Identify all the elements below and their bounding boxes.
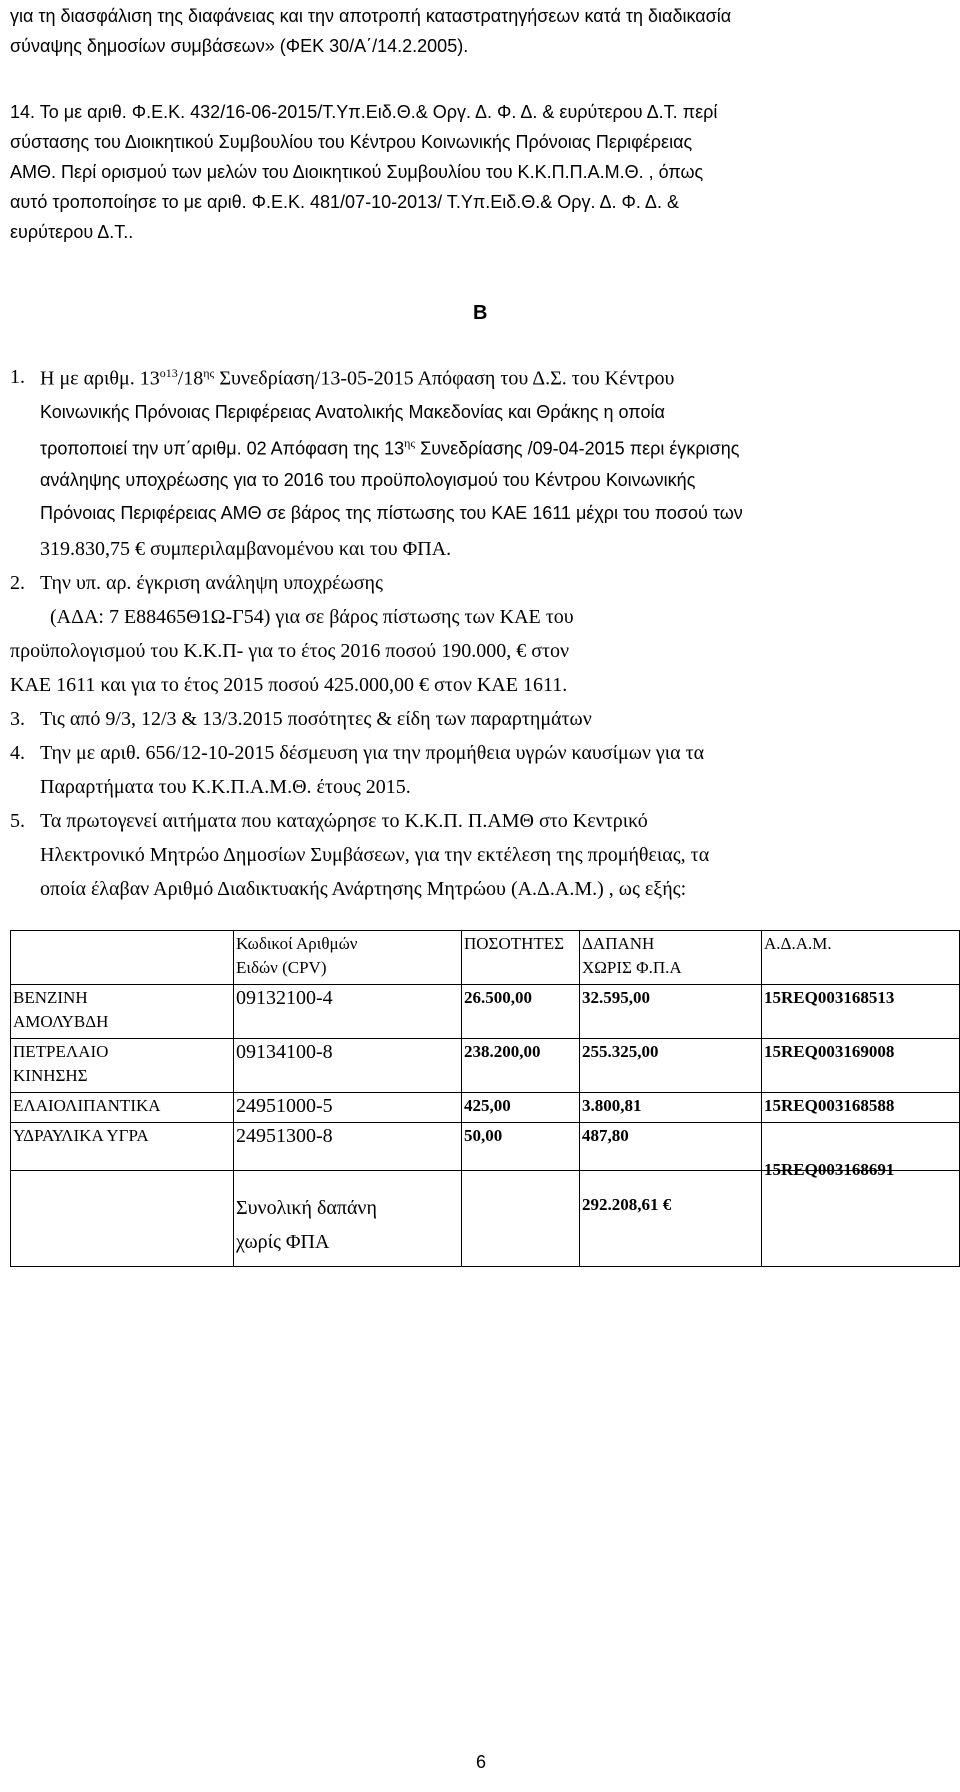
table-row bbox=[11, 1039, 960, 1093]
table-total-row bbox=[11, 1171, 960, 1267]
list-number: 2. bbox=[10, 572, 25, 594]
table-cell-cpv: 24951000-5 bbox=[234, 1093, 462, 1123]
table-total-label: Συνολική δαπάνη χωρίς ΦΠΑ bbox=[234, 1171, 462, 1267]
list-number: 4. bbox=[10, 742, 25, 764]
list-number: 3. bbox=[10, 708, 25, 730]
list-item-line: Παραρτήματα του Κ.Κ.Π.Α.Μ.Θ. έτους 2015. bbox=[40, 776, 411, 798]
table-cell-cost: 32.595,00 bbox=[580, 985, 762, 1039]
item14-line: ΑΜΘ. Περί ορισμού των μελών του Διοικητικού Συμβουλίου του Κ.Κ.Π.Π.Α.Μ.Θ. , όπως bbox=[10, 162, 704, 182]
table-cell-item: ΥΔΡΑΥΛΙΚΑ ΥΓΡΑ bbox=[11, 1123, 234, 1171]
intro-line: σύναψης δημοσίων συμβάσεων» (ΦΕΚ 30/Α΄/14.2.2005). bbox=[10, 36, 469, 56]
page-number: 6 bbox=[476, 1752, 487, 1772]
list-item-line: (ΑΔΑ: 7 Ε88465Θ1Ω-Γ54) για σε βάρος πίστωσης των ΚΑΕ του bbox=[50, 606, 574, 628]
list-item-line: ανάληψης υποχρέωσης για το 2016 του προϋπολογισμού του Κέντρου Κοινωνικής bbox=[40, 470, 696, 490]
table-total-adam: 15REQ003168691 bbox=[762, 1171, 960, 1267]
table-cell-item: ΕΛΑΙΟΛΙΠΑΝΤΙΚΑ bbox=[11, 1093, 234, 1123]
list-item-line: Η με αριθμ. $13^{o13}/18^{\eta\varsigma}$ Συνεδρίαση/13-05-2015 Απόφαση του Δ.Σ. του Κέντρου bbox=[40, 366, 675, 390]
table-cell-item: ΒΕΝΖΙΝΗ ΑΜΟΛΥΒΔΗ bbox=[11, 985, 234, 1039]
item14-line: 14. Το με αριθ. Φ.Ε.Κ. 432/16-06-2015/Τ.Υπ.Ειδ.Θ.& Οργ. Δ. Φ. Δ. & ευρύτερου Δ.Τ. περί bbox=[10, 102, 718, 122]
list-item-line: Τις από 9/3, 12/3 & 13/3.2015 ποσότητες & είδη των παραρτημάτων bbox=[40, 708, 592, 730]
table-cell-cpv: 09132100-4 bbox=[234, 985, 462, 1039]
table-header-row bbox=[11, 931, 960, 985]
item14-line: σύστασης του Διοικητικού Συμβουλίου του Κέντρου Κοινωνικής Πρόνοιας Περιφέρειας bbox=[10, 132, 693, 152]
table-header-cost: ΔΑΠΑΝΗ ΧΩΡΙΣ Φ.Π.Α bbox=[580, 931, 762, 985]
list-item-line: Την υπ. αρ. έγκριση ανάληψη υποχρέωσης bbox=[40, 572, 383, 594]
table-cell-cost: 3.800,81 bbox=[580, 1093, 762, 1123]
table-header-cpv: Κωδικοί Αριθμών Ειδών (CPV) bbox=[234, 931, 462, 985]
table-cell-qty: 425,00 bbox=[462, 1093, 580, 1123]
list-item-line: ΚΑΕ 1611 και για το έτος 2015 ποσού 425.000,00 € στον ΚΑΕ 1611. bbox=[10, 674, 568, 696]
table-cell-adam: 15REQ003168588 bbox=[762, 1093, 960, 1123]
table-cell bbox=[11, 931, 234, 985]
list-item-line: Την με αριθ. 656/12-10-2015 δέσμευση για την προμήθεια υγρών καυσίμων για τα bbox=[40, 742, 705, 764]
table-header-adam: Α.Δ.Α.Μ. bbox=[762, 931, 960, 985]
table-cell-cpv: 24951300-8 bbox=[234, 1123, 462, 1171]
table-cell-adam: 15REQ003169008 bbox=[762, 1039, 960, 1093]
list-item-line: 319.830,75 € συμπεριλαμβανομένου και του ΦΠΑ. bbox=[40, 538, 452, 560]
list-item-line: Πρόνοιας Περιφέρειας ΑΜΘ σε βάρος της πίστωσης του ΚΑΕ 1611 μέχρι του ποσού των bbox=[40, 503, 743, 523]
list-item-line: οποία έλαβαν Αριθμό Διαδικτυακής Ανάρτησης Μητρώου (Α.Δ.Α.Μ.) , ως εξής: bbox=[40, 878, 687, 900]
list-item-line: τροποποιεί την υπ΄αριθμ. 02 Απόφαση της $13^{\eta\varsigma}$ Συνεδρίασης /09-04-2015 περι έγκρισης bbox=[40, 436, 740, 459]
table-header-qty: ΠΟΣΟΤΗΤΕΣ bbox=[462, 931, 580, 985]
list-item-line: προϋπολογισμού του Κ.Κ.Π- για το έτος 2016 ποσού 190.000, € στον bbox=[10, 640, 570, 662]
table-cell bbox=[462, 1171, 580, 1267]
list-item-line: Κοινωνικής Πρόνοιας Περιφέρειας Ανατολικής Μακεδονίας και Θράκης η οποία bbox=[40, 402, 665, 422]
table-row bbox=[11, 985, 960, 1039]
table-cell-qty: 26.500,00 bbox=[462, 985, 580, 1039]
table-cell-cost: 255.325,00 bbox=[580, 1039, 762, 1093]
table-cell-adam: 15REQ003168513 bbox=[762, 985, 960, 1039]
table-row bbox=[11, 1093, 960, 1123]
table-cell-qty: 50,00 bbox=[462, 1123, 580, 1171]
procurement-table bbox=[10, 930, 960, 1267]
list-number: 5. bbox=[10, 810, 25, 832]
section-heading: Β bbox=[473, 302, 488, 324]
list-item-line: Τα πρωτογενεί αιτήματα που καταχώρησε το Κ.Κ.Π. Π.ΑΜΘ στο Κεντρικό bbox=[40, 810, 648, 832]
list-item-line: Ηλεκτρονικό Μητρώο Δημοσίων Συμβάσεων, για την εκτέλεση της προμήθειας, τα bbox=[40, 844, 710, 866]
item14-line: αυτό τροποποίησε το με αριθ. Φ.Ε.Κ. 481/07-10-2013/ Τ.Υπ.Ειδ.Θ.& Οργ. Δ. Φ. Δ. & bbox=[10, 192, 679, 212]
table-total-amount: 292.208,61 € bbox=[580, 1171, 762, 1267]
table-cell-qty: 238.200,00 bbox=[462, 1039, 580, 1093]
list-number: 1. bbox=[10, 366, 25, 388]
intro-line: για τη διασφάλιση της διαφάνειας και την αποτροπή καταστρατηγήσεων κατά τη διαδικασία bbox=[10, 6, 732, 26]
table-cell-cpv: 09134100-8 bbox=[234, 1039, 462, 1093]
table-cell bbox=[11, 1171, 234, 1267]
item14-line: ευρύτερου Δ.Τ.. bbox=[10, 222, 134, 242]
table-cell-cost: 487,80 bbox=[580, 1123, 762, 1171]
table-cell-item: ΠΕΤΡΕΛΑΙΟ ΚΙΝΗΣΗΣ bbox=[11, 1039, 234, 1093]
